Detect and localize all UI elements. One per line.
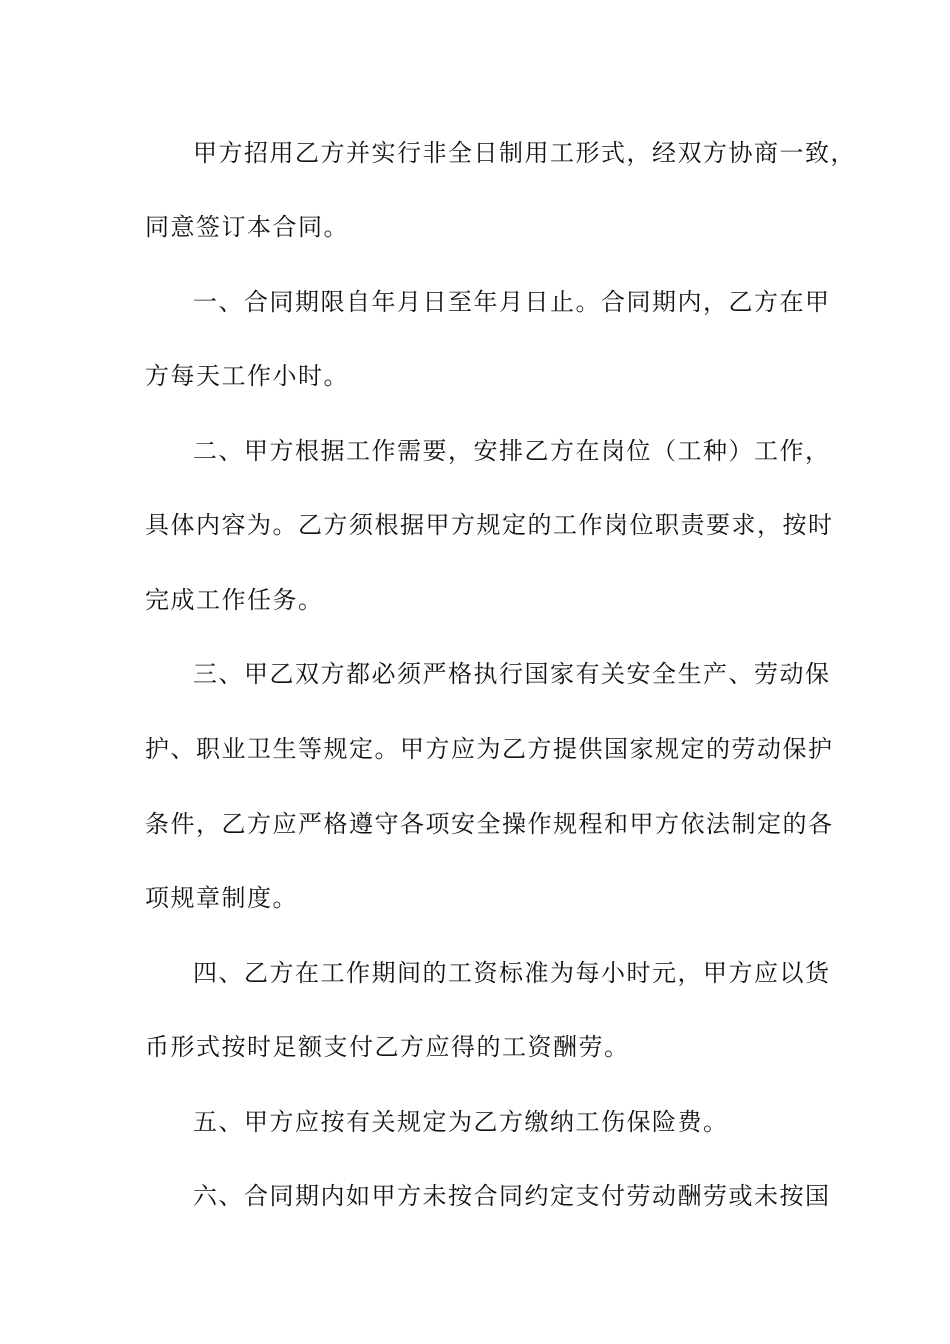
clause-3-line-1: 三、甲乙双方都必须严格执行国家有关安全生产、劳动保 <box>193 660 831 688</box>
clause-1-line-2: 方每天工作小时。 <box>145 362 349 390</box>
clause-2-line-3: 完成工作任务。 <box>145 586 324 614</box>
clause-1-line-1: 一、合同期限自年月日至年月日止。合同期内，乙方在甲 <box>193 288 831 316</box>
clause-5-line-1: 五、甲方应按有关规定为乙方缴纳工伤保险费。 <box>193 1108 729 1136</box>
clause-3-line-4: 项规章制度。 <box>145 884 298 912</box>
clause-4-line-2: 币形式按时足额支付乙方应得的工资酬劳。 <box>145 1033 630 1061</box>
paragraph-intro-line-1: 甲方招用乙方并实行非全日制用工形式，经双方协商一致， <box>193 139 856 167</box>
clause-2-line-1: 二、甲方根据工作需要，安排乙方在岗位（工种）工作， <box>193 437 831 465</box>
clause-3-line-3: 条件，乙方应严格遵守各项安全操作规程和甲方依法制定的各 <box>145 810 834 838</box>
clause-2-line-2: 具体内容为。乙方须根据甲方规定的工作岗位职责要求，按时 <box>145 511 834 539</box>
clause-4-line-1: 四、乙方在工作期间的工资标准为每小时元，甲方应以货 <box>193 959 831 987</box>
paragraph-intro-line-2: 同意签订本合同。 <box>145 213 349 241</box>
clause-6-line-1: 六、合同期内如甲方未按合同约定支付劳动酬劳或未按国 <box>193 1182 831 1210</box>
clause-3-line-2: 护、职业卫生等规定。甲方应为乙方提供国家规定的劳动保护 <box>145 735 834 763</box>
